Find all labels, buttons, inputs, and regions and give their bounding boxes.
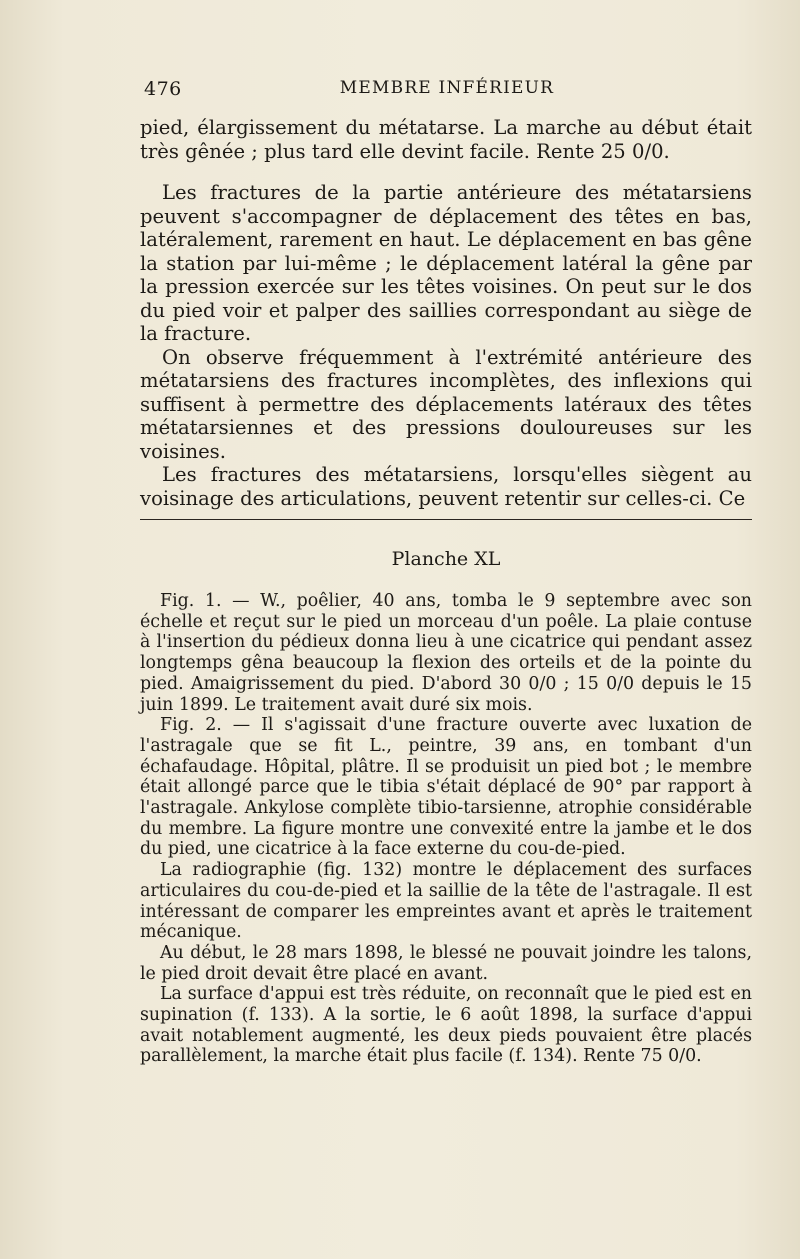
plate-title: Planche XL <box>391 548 501 570</box>
debut-paragraph: Au début, le 28 mars 1898, le blessé ne pouvait joindre les talons, le pied droit devait être placé en avant. <box>140 942 752 984</box>
figure-2-caption: Fig. 2. — Il s'agissait d'une fracture ouverte avec luxation de l'astragale que se fit L., peintre, 39 ans, en tombant d'un échafaudage. Hôpital, plâtre. Il se produisit un pied bot ; le membre était allongé parce que le tibia s'était déplacé de 90° par rapport à l'astragale. Ankylose complète tibio-tarsienne, atrophie considérable du membre. La figure montre une convexité entre la jambe et le dos du pied, une cicatrice à la face externe du cou-de-pied. <box>140 715 752 860</box>
main-text <box>140 116 752 510</box>
radiography-paragraph: La radiographie (fig. 132) montre le déplacement des surfaces articulaires du cou-de-pied et la saillie de la tête de l'astragale. Il est intéressant de comparer les empreintes avant et après le traitement mécanique. <box>140 860 752 943</box>
paragraph-fractures-incompletes: On observe fréquemment à l'extrémité antérieure des métatarsiens des fractures incomplètes, des inflexions qui suffisent à permettre des déplacements latéraux des têtes métatarsiennes et des pressions douloureuses sur les voisines. <box>140 345 752 463</box>
page-header <box>144 78 750 104</box>
plate-captions <box>140 591 752 1067</box>
section-rule <box>140 519 752 520</box>
figure-1-caption: Fig. 1. — W., poêlier, 40 ans, tomba le 9 septembre avec son échelle et reçut sur le pied un morceau d'un poêle. La plaie contuse à l'insertion du pédieux donna lieu à une cicatrice qui pendant assez longtemps gêna beaucoup la flexion des orteils et de la pointe du pied. Amaigrissement du pied. D'abord 30 0/0 ; 15 0/0 depuis le 15 juin 1899. Le traitement avait duré six mois. <box>140 591 752 715</box>
surface-paragraph: La surface d'appui est très réduite, on reconnaît que le pied est en supination (f. 133). A la sortie, le 6 août 1898, la surface d'appui avait notablement augmenté, les deux pieds pouvaient être placés parallèlement, la marche était plus facile (f. 134). Rente 75 0/0. <box>140 984 752 1067</box>
paragraph-fractures-articulations: Les fractures des métatarsiens, lorsqu'elles siègent au voisinage des articulations, peuvent retentir sur celles-ci. Ce <box>140 463 752 510</box>
page-number: 476 <box>144 78 182 100</box>
running-head: MEMBRE INFÉRIEUR <box>339 78 555 98</box>
paragraph-fractures-anterieures: Les fractures de la partie antérieure des métatarsiens peuvent s'accompagner de déplacement des têtes en bas, latéralement, rarement en haut. Le déplacement en bas gêne la station par lui-même ; le déplacement latéral la gêne par la pression exercée sur les têtes voisines. On peut sur le dos du pied voir et palper des saillies correspondant au siège de la fracture. <box>140 181 752 345</box>
paragraph-continued: pied, élargissement du métatarse. La marche au début était très gênée ; plus tard elle devint facile. Rente 25 0/0. <box>140 116 752 163</box>
